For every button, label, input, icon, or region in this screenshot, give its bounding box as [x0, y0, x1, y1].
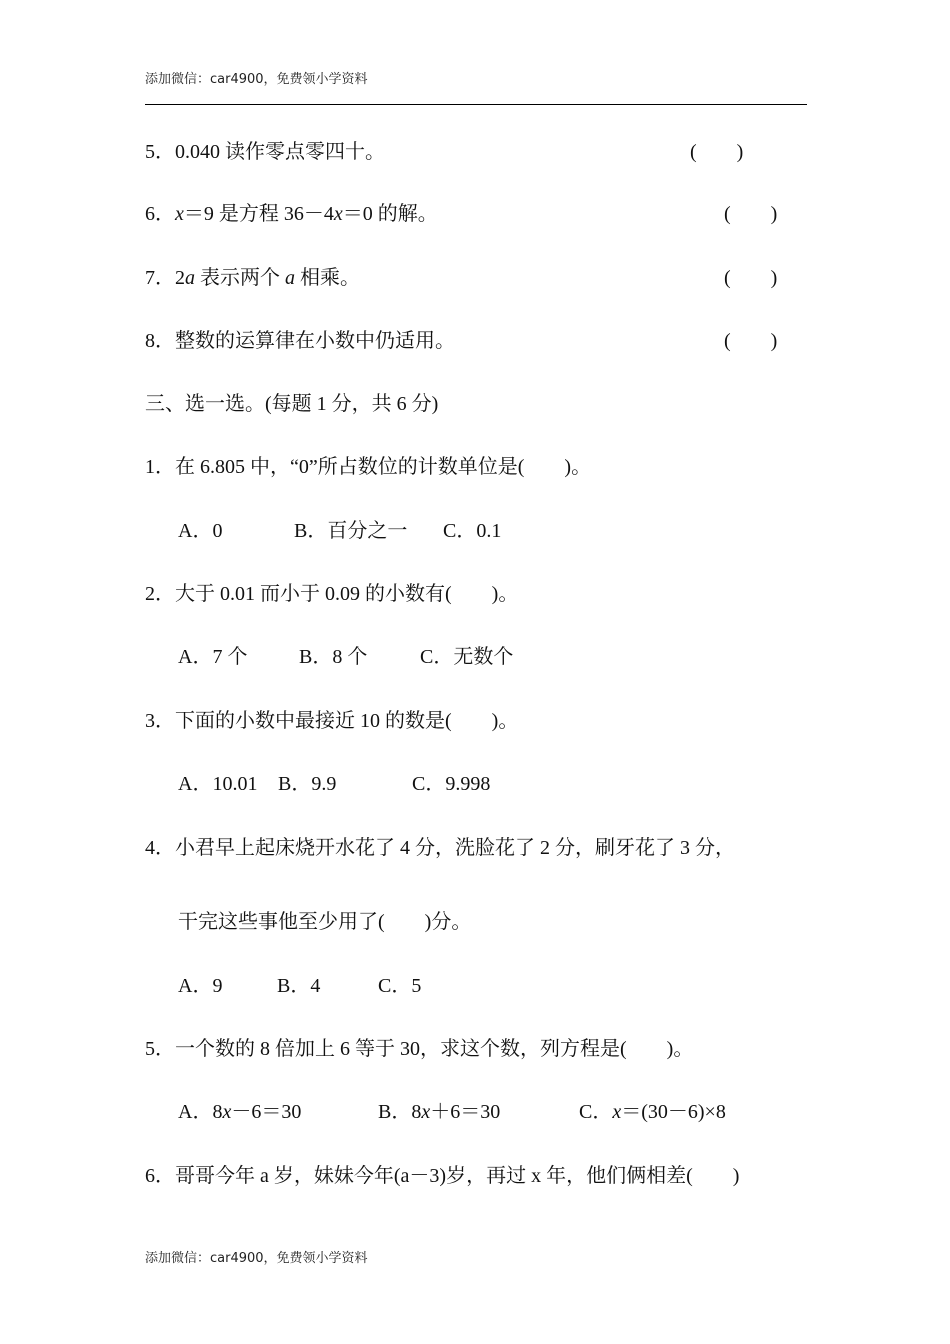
option-b[interactable]: B．9.9	[278, 773, 337, 795]
option-c[interactable]: C．无数个	[420, 646, 514, 668]
answer-paren[interactable]: ( )	[724, 203, 778, 225]
header-note: 添加微信：car4900，免费领小学资料	[145, 72, 368, 87]
answer-paren[interactable]: ( )	[690, 141, 744, 163]
choice-question-1: 1．在 6.805 中，“0”所占数位的计数单位是( )。	[145, 456, 592, 478]
option-c[interactable]: C．0.1	[443, 520, 502, 542]
answer-paren[interactable]: ( )	[724, 330, 778, 352]
choice-question-2: 2．大于 0.01 而小于 0.09 的小数有( )。	[145, 583, 519, 605]
option-a[interactable]: A．10.01	[178, 773, 258, 795]
option-b[interactable]: B．8x＋6＝30	[378, 1101, 501, 1123]
option-a[interactable]: A．0	[178, 520, 223, 542]
choice-question-6: 6．哥哥今年 a 岁，妹妹今年(a－3)岁，再过 x 年，他们俩相差( )	[145, 1165, 740, 1187]
judge-item-8: 8．整数的运算律在小数中仍适用。	[145, 330, 455, 352]
option-a[interactable]: A．8x－6＝30	[178, 1101, 302, 1123]
option-a[interactable]: A．7 个	[178, 646, 248, 668]
header-rule	[145, 104, 807, 105]
judge-item-7: 7．2a 表示两个 a 相乘。	[145, 267, 360, 289]
option-c[interactable]: C．5	[378, 975, 422, 997]
option-c[interactable]: C．x＝(30－6)×8	[579, 1101, 726, 1123]
choice-question-4: 4．小君早上起床烧开水花了 4 分，洗脸花了 2 分，刷牙花了 3 分，	[145, 837, 735, 859]
choice-question-4-cont: 干完这些事他至少用了( )分。	[178, 911, 472, 933]
option-a[interactable]: A．9	[178, 975, 223, 997]
option-b[interactable]: B．4	[277, 975, 321, 997]
option-b[interactable]: B．百分之一	[294, 520, 408, 542]
judge-item-6: 6．x＝9 是方程 36－4x＝0 的解。	[145, 203, 438, 225]
judge-item-5: 5．0.040 读作零点零四十。	[145, 141, 385, 163]
section-title: 三、选一选。(每题 1 分，共 6 分)	[145, 393, 439, 415]
option-c[interactable]: C．9.998	[412, 773, 491, 795]
answer-paren[interactable]: ( )	[724, 267, 778, 289]
choice-question-3: 3．下面的小数中最接近 10 的数是( )。	[145, 710, 519, 732]
footer-note: 添加微信：car4900，免费领小学资料	[145, 1251, 368, 1266]
choice-question-5: 5．一个数的 8 倍加上 6 等于 30，求这个数，列方程是( )。	[145, 1038, 694, 1060]
option-b[interactable]: B．8 个	[299, 646, 368, 668]
